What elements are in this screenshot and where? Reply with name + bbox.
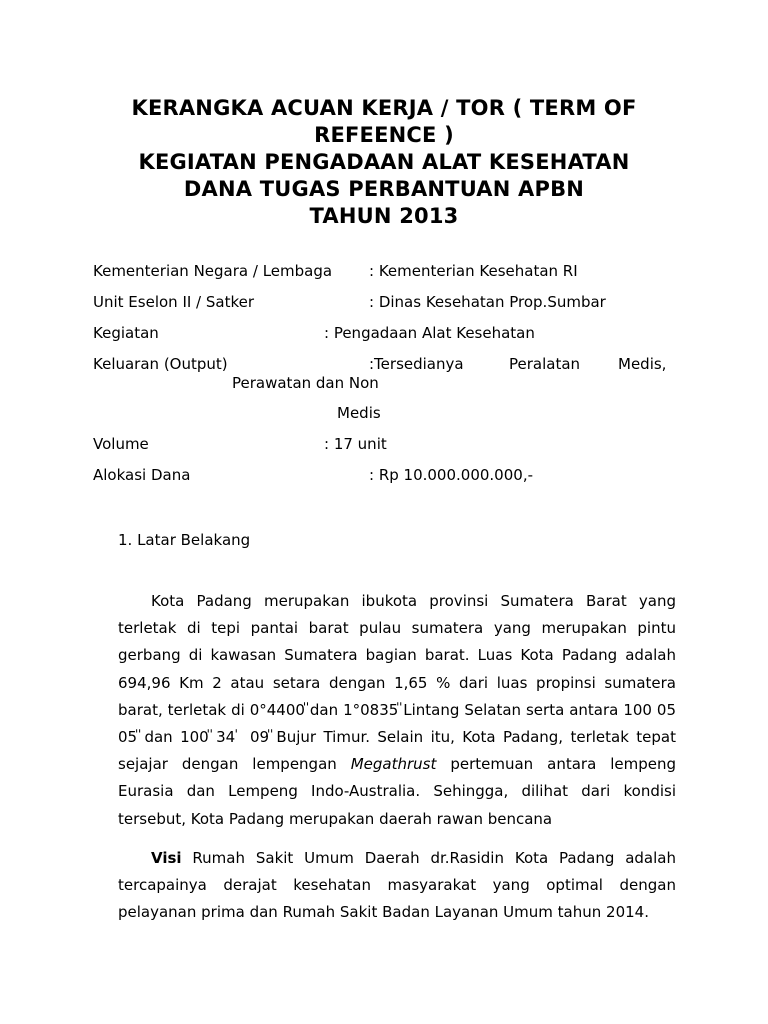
field-label: Volume — [93, 435, 149, 453]
field-keluaran-cont: Medis — [337, 404, 381, 422]
title-line-4: DANA TUGAS PERBANTUAN APBN — [183, 177, 585, 201]
field-kementerian — [93, 261, 578, 281]
field-keluaran — [93, 354, 667, 374]
paragraph-latar-belakang — [118, 588, 676, 833]
title-line-2: REFEENCE ) — [314, 123, 454, 147]
field-value: Medis, — [618, 355, 667, 373]
field-alokasi — [93, 465, 533, 485]
title-line-3: KEGIATAN PENGADAAN ALAT KESEHATAN — [138, 150, 630, 174]
field-value: Peralatan — [509, 355, 581, 373]
field-value: : 17 unit — [324, 435, 387, 453]
paragraph-italic-term: Megathrust — [350, 755, 437, 774]
field-value: : Rp 10.000.000.000,- — [369, 466, 533, 484]
field-keluaran-cont: Perawatan dan Non — [232, 374, 379, 392]
title-line-5: TAHUN 2013 — [309, 204, 459, 228]
field-value: : Dinas Kesehatan Prop.Sumbar — [369, 293, 606, 311]
field-label: Unit Eselon II / Satker — [93, 293, 255, 311]
field-value: : Kementerian Kesehatan RI — [369, 262, 578, 280]
section-heading: 1. Latar Belakang — [118, 531, 251, 549]
field-kegiatan — [93, 323, 535, 343]
paragraph-text: pertemuan antara lempeng Eurasia dan Lempeng Indo-Australia. Sehingga, dilihat dari kondisi tersebut, Kota Padang merupakan daerah rawan bencana — [118, 755, 676, 828]
field-unit — [93, 292, 606, 312]
field-label: Alokasi Dana — [93, 466, 191, 484]
paragraph-bold-term: Visi — [151, 849, 182, 867]
paragraph-text: Rumah Sakit Umum Daerah dr.Rasidin Kota Padang adalah tercapainya derajat kesehatan masyarakat yang optimal dengan pelayanan prima dan Rumah Sakit Badan Layanan Umum tahun 2014. — [118, 849, 676, 922]
field-volume — [93, 434, 387, 454]
document-title — [0, 95, 768, 230]
title-line-1: KERANGKA ACUAN KERJA / TOR ( TERM OF — [131, 96, 637, 120]
field-label: Keluaran (Output) — [93, 355, 228, 373]
field-value: : Pengadaan Alat Kesehatan — [324, 324, 535, 342]
paragraph-text: Kota Padang merupakan ibukota provinsi Sumatera Barat yang terletak di tepi pantai barat pulau sumatera yang merupakan pintu gerbang di kawasan Sumatera bagian barat. Luas Kota Padang adalah 694,96 Km 2 atau setara dengan 1,65 % dari luas propinsi sumatera barat, terletak di 0°4400 ̎dan 1°0835 ̎Lintang Selatan serta antara 100 05 05 ̎dan 100 ̎34 ̍ 09 ̎Bujur Timur. Selain itu, Kota Padang, terletak tepat sejajar dengan lempengan — [118, 592, 676, 774]
field-label: Kegiatan — [93, 324, 159, 342]
field-label: Kementerian Negara / Lembaga — [93, 262, 333, 280]
paragraph-visi — [118, 845, 676, 927]
field-value: :Tersedianya — [369, 355, 464, 373]
